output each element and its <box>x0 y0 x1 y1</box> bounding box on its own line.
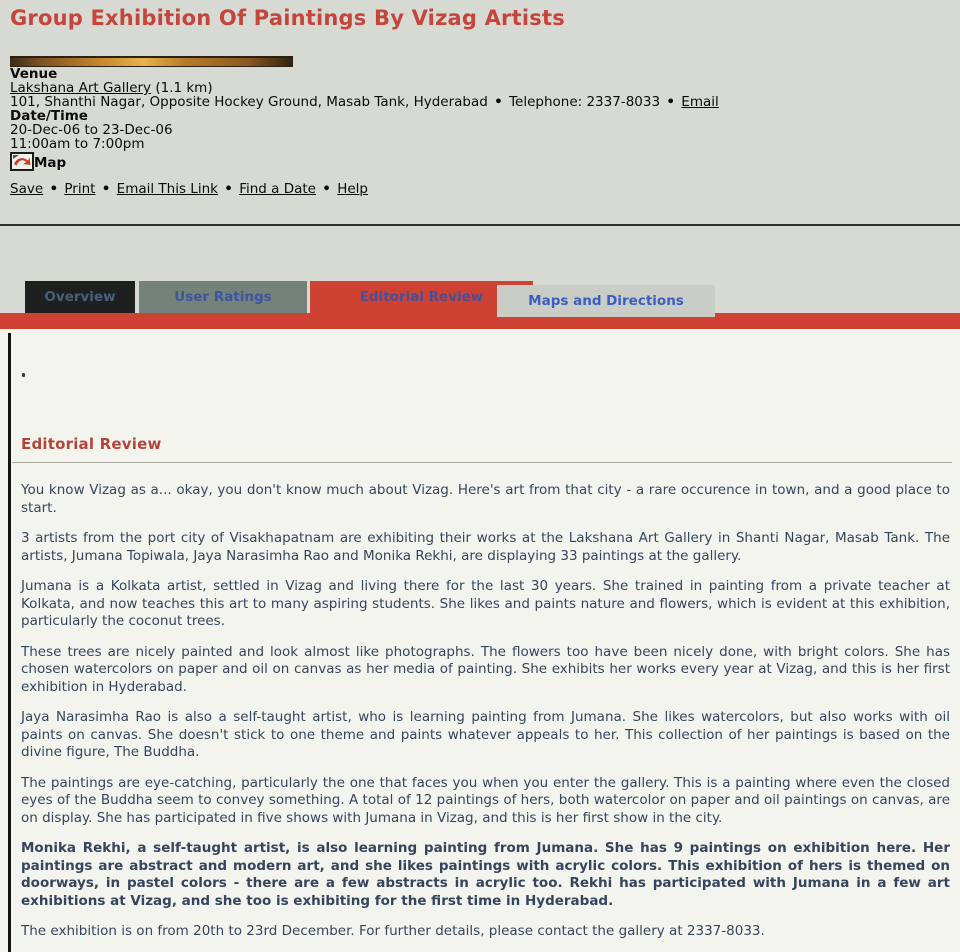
heading-rule <box>12 462 952 463</box>
tab-editorial-review-label: Editorial Review <box>359 289 484 305</box>
tab-user-ratings-label: User Ratings <box>174 289 272 305</box>
review-paragraph-bold: Monika Rekhi, a self-taught artist, is also learning painting from Jumana. She has 9 paintings on exhibition here. Her paintings are abstract and modern art, and she likes paintings with acrylic colors. This exhibition of hers is themed on doorways, in pastel colors - there are a few abstracts in acrylic too. Rekhi has participated with Jumana in a few art exhibitions at Vizag, and she too is exhibiting for the first time in Hyderabad. <box>21 840 950 909</box>
bullet-separator: • <box>494 94 503 110</box>
event-header <box>0 0 960 197</box>
editorial-review-panel <box>0 329 960 952</box>
email-link[interactable]: Email <box>681 94 719 110</box>
review-paragraph: 3 artists from the port city of Visakhapatnam are exhibiting their works at the Lakshana Art Gallery in Shanti Nagar, Masab Tank. The artists, Jumana Topiwala, Jaya Narasimha Rao and Monika Rekhi, are displaying 33 paintings at the gallery. <box>21 530 950 564</box>
map-row <box>10 152 66 176</box>
bullet-separator: • <box>49 181 59 197</box>
map-icon[interactable] <box>10 152 34 171</box>
datetime-label: Date/Time <box>10 108 88 124</box>
address-line <box>10 95 719 110</box>
tab-maps-and-directions-label: Maps and Directions <box>528 293 684 309</box>
review-body <box>21 482 950 952</box>
bullet-separator: • <box>322 181 331 197</box>
find-a-date-link[interactable]: Find a Date <box>239 181 316 197</box>
tab-bar <box>0 281 960 329</box>
help-link[interactable]: Help <box>337 181 368 197</box>
review-paragraph: The paintings are eye-catching, particularly the one that faces you when you enter the gallery. This is a painting where even the closed eyes of the Buddha seem to convey something. A total of 12 paintings of hers, both watercolor on paper and oil paintings on canvas, are on display. She has participated in five shows with Jumana in Vizag, and this is her first show in the city. <box>21 774 950 826</box>
scan-speck <box>22 373 25 377</box>
review-paragraph: These trees are nicely painted and look almost like photographs. The flowers too have been nicely done, with bright colors. She has chosen watercolors on paper and oil on canvas as her media of painting. She exhibits her works every year at Vizag, and this is her first exhibition in Hyderabad. <box>21 643 950 695</box>
bullet-separator: • <box>666 94 675 110</box>
gallery-link[interactable]: Lakshana Art Gallery <box>10 80 152 96</box>
venue-telephone: Telephone: 2337-8033 <box>509 94 661 110</box>
page-title: Group Exhibition Of Paintings By Vizag Artists <box>10 6 565 30</box>
email-this-link[interactable]: Email This Link <box>116 181 218 197</box>
action-links <box>10 181 368 197</box>
review-paragraph: The exhibition is on from 20th to 23rd December. For further details, please contact the gallery at 2337-8033. <box>21 923 765 939</box>
scan-edge-line <box>8 333 11 952</box>
tab-overview-label: Overview <box>44 289 116 305</box>
bullet-separator: • <box>224 181 233 197</box>
venue-label: Venue <box>10 66 58 82</box>
tab-maps-and-directions[interactable] <box>497 285 715 317</box>
gallery-distance: (1.1 km) <box>151 80 213 96</box>
tab-overview[interactable] <box>25 281 135 313</box>
header-divider-line <box>0 224 960 226</box>
bullet-separator: • <box>101 181 111 197</box>
review-paragraph: Jumana is a Kolkata artist, settled in Vizag and living there for the last 30 years. She trained in painting from a private teacher at Kolkata, and now teaches this art to many aspiring students. She likes and paints nature and flowers, which is evident at this exhibition, particularly the coconut trees. <box>21 578 950 629</box>
venue-address: 101, Shanthi Nagar, Opposite Hockey Ground, Masab Tank, Hyderabad <box>10 94 488 110</box>
review-paragraph: You know Vizag as a... okay, you don't know much about Vizag. Here's art from that city - a rare occurence in town, and a good place to start. <box>21 482 950 516</box>
print-link[interactable]: Print <box>64 181 96 197</box>
section-heading: Editorial Review <box>21 435 162 453</box>
review-paragraph: Jaya Narasimha Rao is also a self-taught artist, who is learning painting from Jumana. She likes watercolors, but also works with oil paints on canvas. She doesn't stick to one theme and paints whatever appeals to her. This collection of her paintings is based on the divine figure, The Buddha. <box>21 709 950 760</box>
event-hours: 11:00am to 7:00pm <box>10 136 145 152</box>
save-link[interactable]: Save <box>10 181 44 197</box>
map-link[interactable]: Map <box>34 155 67 171</box>
tab-user-ratings[interactable] <box>139 281 307 313</box>
event-dates: 20-Dec-06 to 23-Dec-06 <box>10 122 173 138</box>
